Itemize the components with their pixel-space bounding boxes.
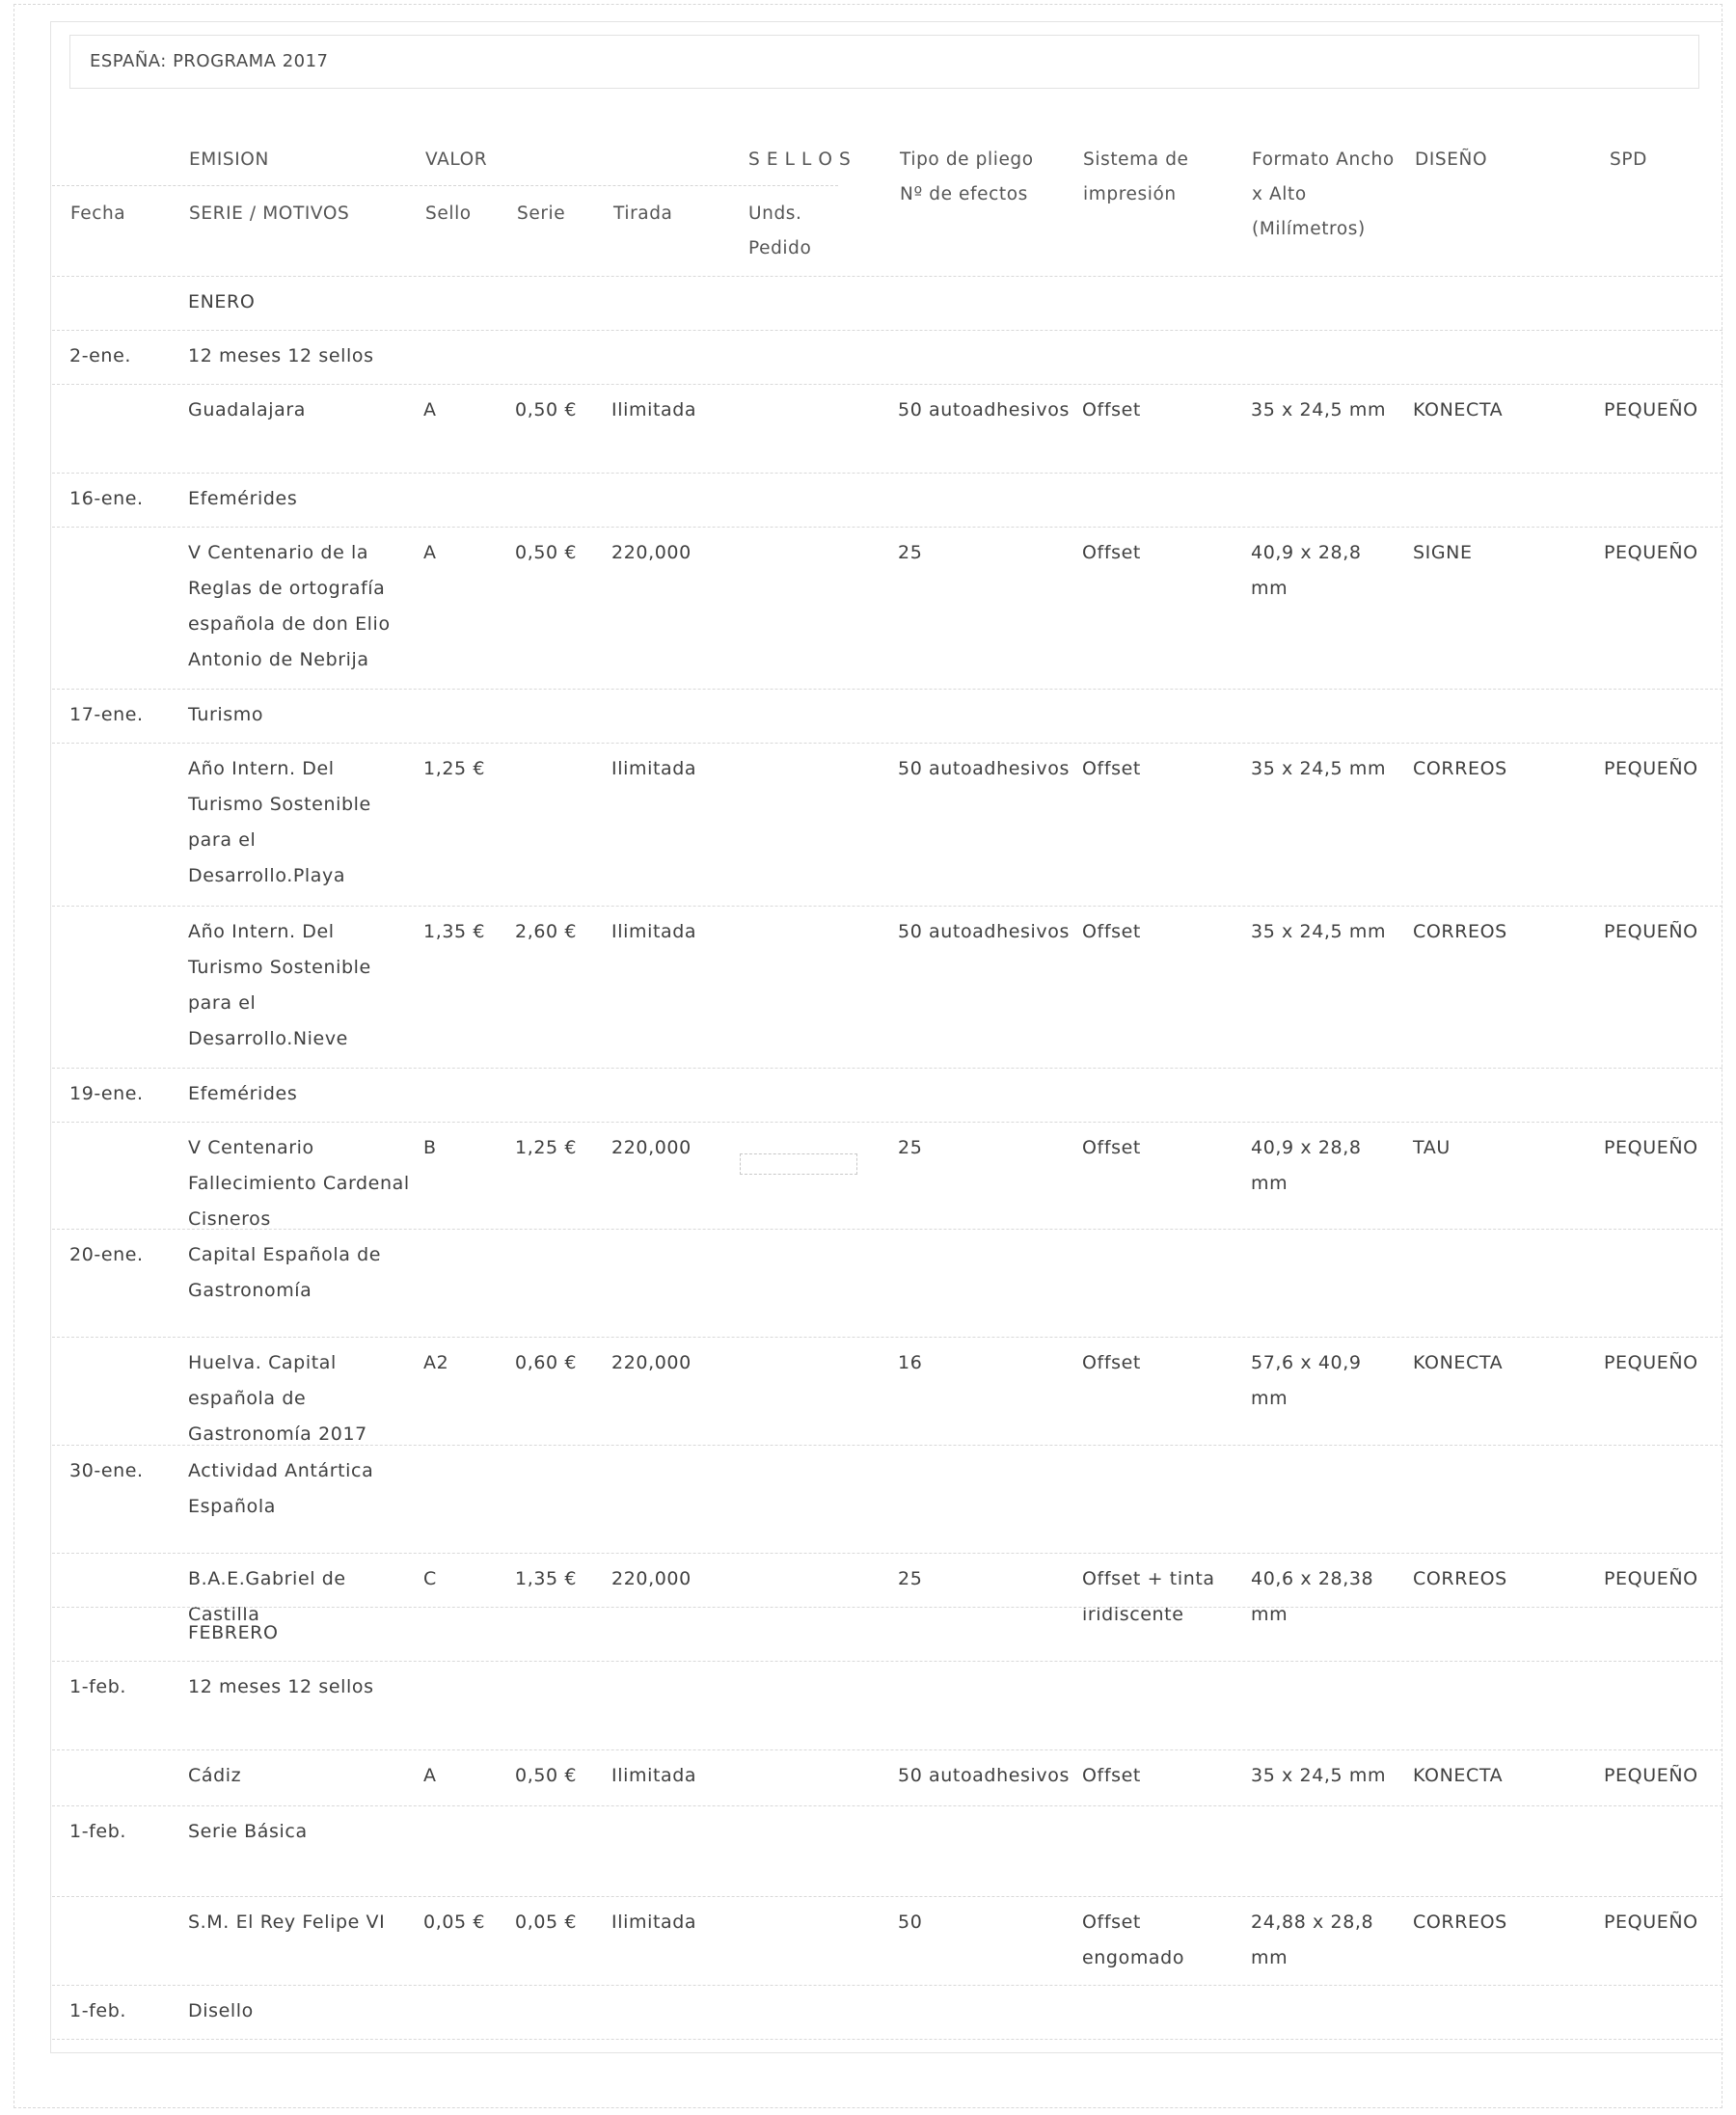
serie-motivo-cell: Serie Básica	[188, 1821, 308, 1842]
spd-cell: PEQUEÑO	[1604, 1765, 1698, 1786]
valor-serie-cell: 2,60 €	[515, 921, 578, 942]
valor-sello-cell: 1,35 €	[423, 921, 486, 942]
header-spd: SPD	[1610, 149, 1647, 170]
table-row	[52, 1445, 1722, 1553]
tipo-pliego-cell: 50 autoadhesivos	[898, 921, 1070, 942]
sistema-impresion-cell: Offset + tinta iridiscente	[1082, 1568, 1215, 1625]
tipo-pliego-cell: 50	[898, 1912, 923, 1933]
serie-motivo-cell: ENERO	[188, 291, 256, 312]
serie-motivo-cell: Disello	[188, 2000, 254, 2021]
table-row	[52, 473, 1722, 527]
formato-cell: 35 x 24,5 mm	[1251, 921, 1387, 942]
sistema-impresion-cell: Offset	[1082, 921, 1141, 942]
valor-serie-cell: 0,05 €	[515, 1912, 578, 1933]
table-row	[52, 906, 1722, 1068]
fecha-cell: 16-ene.	[69, 488, 144, 509]
fecha-cell: 17-ene.	[69, 704, 144, 725]
valor-sello-cell: A	[423, 1765, 437, 1786]
document-title: ESPAÑA: PROGRAMA 2017	[69, 35, 1699, 89]
header-divider	[52, 185, 838, 186]
table-row	[52, 1661, 1722, 1749]
header-valor: VALOR	[425, 149, 488, 170]
spd-cell: PEQUEÑO	[1604, 1137, 1698, 1158]
table-row	[52, 1607, 1722, 1661]
header-diseno: DISEÑO	[1415, 149, 1488, 170]
serie-motivo-cell: 12 meses 12 sellos	[188, 1676, 374, 1697]
header-formato: Formato Ancho x Alto (Milímetros)	[1252, 149, 1395, 239]
header-unds-pedido: Unds. Pedido	[748, 203, 812, 258]
tirada-cell: Ilimitada	[611, 758, 697, 779]
formato-cell: 40,6 x 28,38 mm	[1251, 1568, 1374, 1625]
serie-motivo-cell: Año Intern. Del Turismo Sostenible para el Desarrollo.Playa	[188, 758, 371, 886]
spd-cell: PEQUEÑO	[1604, 399, 1698, 420]
diseno-cell: CORREOS	[1413, 921, 1507, 942]
sistema-impresion-cell: Offset	[1082, 1137, 1141, 1158]
serie-motivo-cell: Año Intern. Del Turismo Sostenible para el Desarrollo.Nieve	[188, 921, 371, 1049]
diseno-cell: CORREOS	[1413, 1912, 1507, 1933]
valor-serie-cell: 1,25 €	[515, 1137, 578, 1158]
table-bottom-border	[52, 2039, 1722, 2040]
serie-motivo-cell: V Centenario Fallecimiento Cardenal Cisneros	[188, 1137, 410, 1230]
header-serie: Serie	[517, 203, 566, 224]
serie-motivo-cell: Capital Española de Gastronomía	[188, 1244, 382, 1301]
table-row	[52, 1985, 1722, 2039]
header-sello: Sello	[425, 203, 472, 224]
tirada-cell: Ilimitada	[611, 1912, 697, 1933]
header-fecha: Fecha	[70, 203, 126, 224]
diseno-cell: TAU	[1413, 1137, 1451, 1158]
tipo-pliego-cell: 25	[898, 1137, 923, 1158]
fecha-cell: 30-ene.	[69, 1460, 144, 1481]
serie-motivo-cell: Actividad Antártica Española	[188, 1460, 374, 1517]
formato-cell: 40,9 x 28,8 mm	[1251, 1137, 1362, 1194]
spd-cell: PEQUEÑO	[1604, 542, 1698, 563]
serie-motivo-cell: FEBRERO	[188, 1622, 279, 1643]
header-emision: EMISION	[189, 149, 269, 170]
tirada-cell: Ilimitada	[611, 1765, 697, 1786]
fecha-cell: 20-ene.	[69, 1244, 144, 1265]
table-row	[52, 1553, 1722, 1625]
valor-sello-cell: 1,25 €	[423, 758, 486, 779]
tirada-cell: Ilimitada	[611, 921, 697, 942]
valor-sello-cell: B	[423, 1137, 437, 1158]
valor-sello-cell: A	[423, 542, 437, 563]
valor-sello-cell: A2	[423, 1352, 449, 1373]
sistema-impresion-cell: Offset	[1082, 1352, 1141, 1373]
spd-cell: PEQUEÑO	[1604, 921, 1698, 942]
sistema-impresion-cell: Offset	[1082, 542, 1141, 563]
fecha-cell: 2-ene.	[69, 345, 132, 366]
tipo-pliego-cell: 50 autoadhesivos	[898, 399, 1070, 420]
valor-serie-cell: 0,60 €	[515, 1352, 578, 1373]
header-sellos: S E L L O S	[748, 149, 852, 170]
tirada-cell: 220,000	[611, 1568, 692, 1589]
formato-cell: 40,9 x 28,8 mm	[1251, 542, 1362, 599]
header-n-efectos: Nº de efectos	[900, 184, 1028, 204]
serie-motivo-cell: Guadalajara	[188, 399, 307, 420]
spd-cell: PEQUEÑO	[1604, 1352, 1698, 1373]
formato-cell: 57,6 x 40,9 mm	[1251, 1352, 1362, 1409]
table-row	[52, 1896, 1722, 1985]
tipo-pliego-cell: 50 autoadhesivos	[898, 1765, 1070, 1786]
sistema-impresion-cell: Offset	[1082, 758, 1141, 779]
table-row	[52, 1068, 1722, 1122]
header-tirada: Tirada	[613, 203, 673, 224]
table-row	[52, 1337, 1722, 1445]
serie-motivo-cell: Huelva. Capital española de Gastronomía 2017	[188, 1352, 367, 1445]
table-row	[52, 743, 1722, 906]
serie-motivo-cell: Efemérides	[188, 488, 298, 509]
tirada-cell: Ilimitada	[611, 399, 697, 420]
spd-cell: PEQUEÑO	[1604, 758, 1698, 779]
valor-serie-cell: 0,50 €	[515, 399, 578, 420]
table-row	[52, 330, 1722, 384]
valor-serie-cell: 0,50 €	[515, 1765, 578, 1786]
tipo-pliego-cell: 25	[898, 1568, 923, 1589]
diseno-cell: KONECTA	[1413, 1352, 1504, 1373]
table-row	[52, 276, 1722, 330]
header-sistema: Sistema de impresión	[1083, 149, 1189, 204]
serie-motivo-cell: Efemérides	[188, 1083, 298, 1104]
formato-cell: 35 x 24,5 mm	[1251, 1765, 1387, 1786]
tirada-cell: 220,000	[611, 542, 692, 563]
sistema-impresion-cell: Offset engomado	[1082, 1912, 1185, 1968]
spd-cell: PEQUEÑO	[1604, 1912, 1698, 1933]
tipo-pliego-cell: 25	[898, 542, 923, 563]
diseno-cell: KONECTA	[1413, 399, 1504, 420]
header-serie-motivos: SERIE / MOTIVOS	[189, 203, 350, 224]
serie-motivo-cell: V Centenario de la Reglas de ortografía española de don Elio Antonio de Nebrija	[188, 542, 391, 670]
valor-serie-cell: 0,50 €	[515, 542, 578, 563]
formato-cell: 35 x 24,5 mm	[1251, 399, 1387, 420]
formato-cell: 35 x 24,5 mm	[1251, 758, 1387, 779]
diseno-cell: SIGNE	[1413, 542, 1473, 563]
fecha-cell: 1-feb.	[69, 1676, 127, 1697]
fecha-cell: 1-feb.	[69, 1821, 127, 1842]
table-row	[52, 1749, 1722, 1805]
table-row	[52, 1229, 1722, 1337]
diseno-cell: CORREOS	[1413, 1568, 1507, 1589]
empty-order-box	[740, 1153, 857, 1175]
serie-motivo-cell: 12 meses 12 sellos	[188, 345, 374, 366]
diseno-cell: KONECTA	[1413, 1765, 1504, 1786]
formato-cell: 24,88 x 28,8 mm	[1251, 1912, 1374, 1968]
sistema-impresion-cell: Offset	[1082, 399, 1141, 420]
tirada-cell: 220,000	[611, 1352, 692, 1373]
fecha-cell: 19-ene.	[69, 1083, 144, 1104]
valor-serie-cell: 1,35 €	[515, 1568, 578, 1589]
valor-sello-cell: A	[423, 399, 437, 420]
serie-motivo-cell: Turismo	[188, 704, 264, 725]
table-row	[52, 1122, 1722, 1229]
tirada-cell: 220,000	[611, 1137, 692, 1158]
header-tipo-pliego: Tipo de pliego	[900, 149, 1034, 170]
fecha-cell: 1-feb.	[69, 2000, 127, 2021]
table-row	[52, 689, 1722, 743]
valor-sello-cell: C	[423, 1568, 437, 1589]
diseno-cell: CORREOS	[1413, 758, 1507, 779]
table-row	[52, 1805, 1722, 1896]
valor-sello-cell: 0,05 €	[423, 1912, 486, 1933]
tipo-pliego-cell: 50 autoadhesivos	[898, 758, 1070, 779]
serie-motivo-cell: S.M. El Rey Felipe VI	[188, 1912, 386, 1933]
table-row	[52, 384, 1722, 473]
spd-cell: PEQUEÑO	[1604, 1568, 1698, 1589]
table-row	[52, 527, 1722, 689]
tipo-pliego-cell: 16	[898, 1352, 923, 1373]
serie-motivo-cell: B.A.E.Gabriel de Castilla	[188, 1568, 346, 1625]
sistema-impresion-cell: Offset	[1082, 1765, 1141, 1786]
serie-motivo-cell: Cádiz	[188, 1765, 242, 1786]
